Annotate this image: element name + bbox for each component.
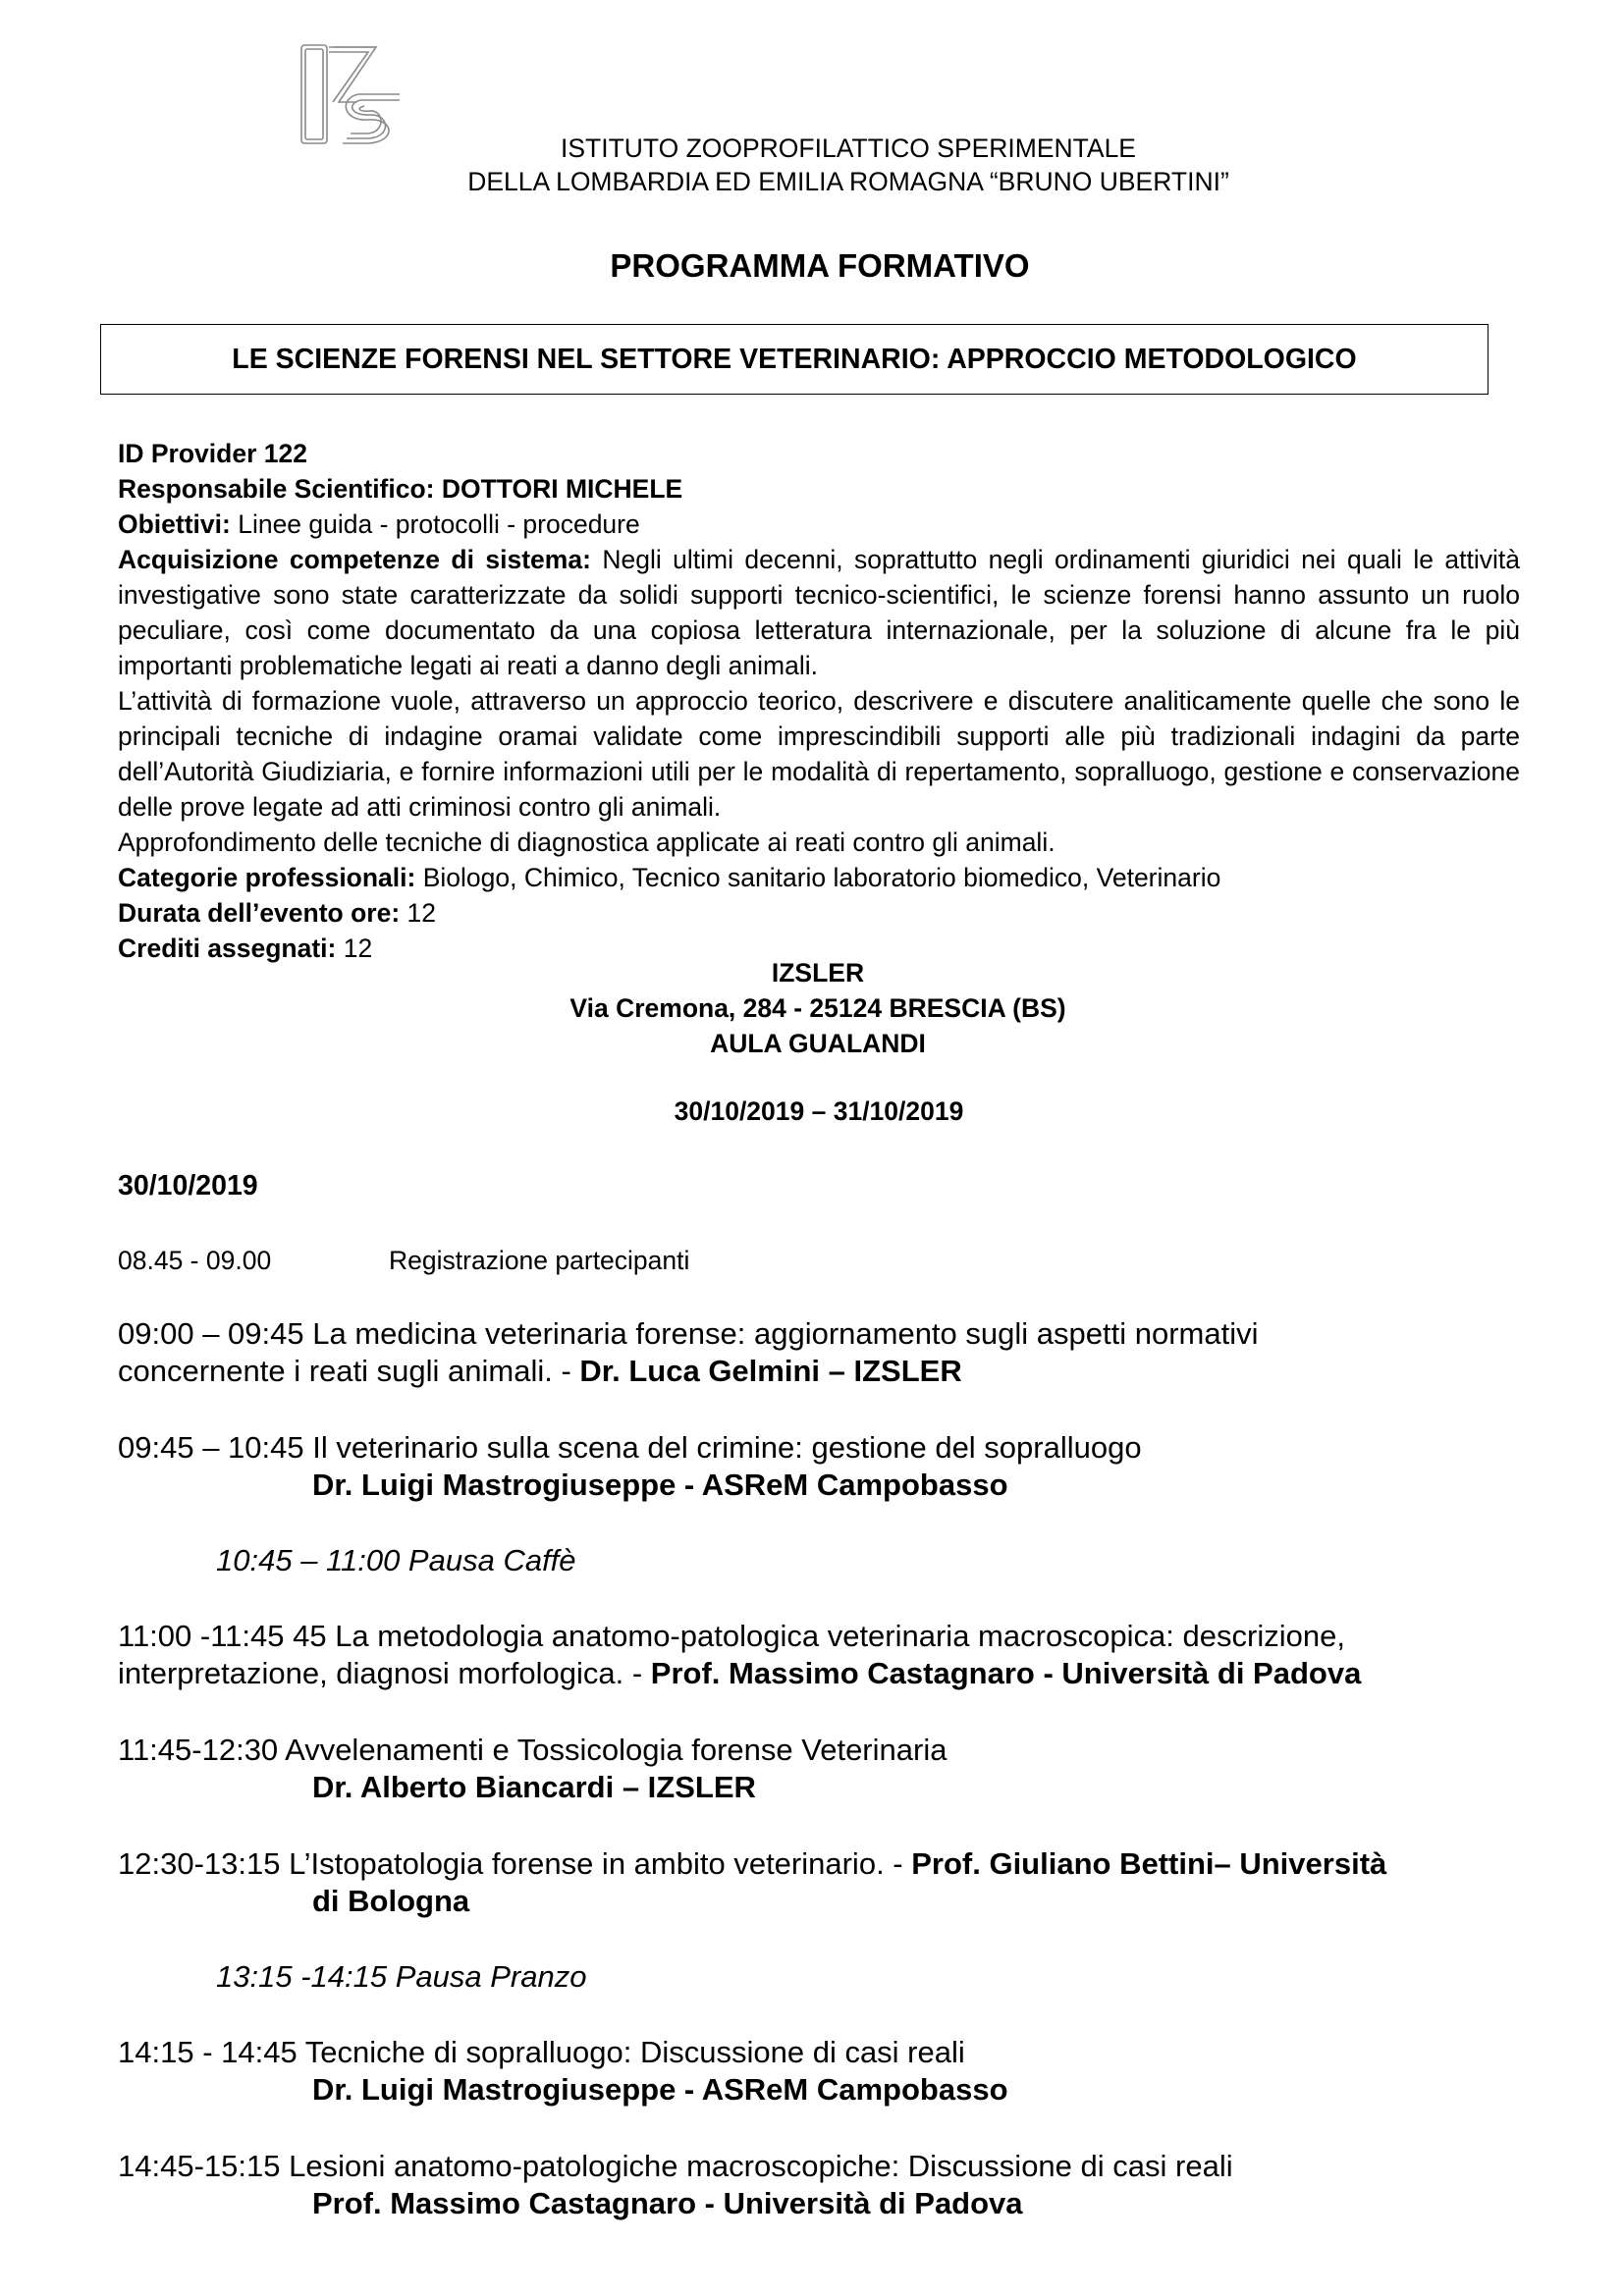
venue-name: IZSLER [771, 958, 865, 988]
speaker: Prof. Massimo Castagnaro - Università di Padova [650, 1656, 1362, 1690]
categorie-value: Biologo, Chimico, Tecnico sanitario laboratorio biomedico, Veterinario [415, 863, 1221, 892]
id-provider: ID Provider 122 [118, 439, 307, 468]
crediti-value: 12 [336, 934, 373, 963]
schedule-item: 11:00 -11:45 45 La metodologia anatomo-patologica veterinaria macroscopica: descrizione, interpretazione, diagnosi morfologica. - Prof. Massimo Castagnaro - Università di Padova [118, 1619, 1362, 1690]
institute-line-1: ISTITUTO ZOOPROFILATTICO SPERIMENTALE [560, 133, 1136, 163]
durata-label: Durata dell’evento ore: [118, 898, 401, 928]
schedule-item: 09:00 – 09:45 La medicina veterinaria forense: aggiornamento sugli aspetti normativi concernente i reati sugli animali. - Dr. Luca Gelmini – IZSLER [118, 1316, 1259, 1388]
obiettivi [118, 507, 1520, 542]
speaker: Prof. Massimo Castagnaro - Università di Padova [312, 2186, 1023, 2220]
lunch-break: 13:15 -14:15 Pausa Pranzo [216, 1959, 587, 1994]
speaker: Dr. Luigi Mastrogiuseppe - ASReM Campobasso [312, 1468, 1008, 1502]
approfondimento-paragraph: Approfondimento delle tecniche di diagnostica applicate ai reati contro gli animali. [118, 828, 1056, 857]
attivita-paragraph: L’attività di formazione vuole, attraverso un approccio teorico, descrivere e discutere analiticamente quelle che sono le principali tecniche di indagine oramai validate come imprescindibili supporti alle più tradizionali indagini da parte dell’Autorità Giudiziaria, e fornire informazioni utili per le modalità di repertamento, sopralluogo, gestione e conservazione delle prove legate ad atti criminosi contro gli animali. [118, 686, 1520, 822]
acquisizione-paragraph [118, 542, 1520, 683]
registration-time: 08.45 - 09.00 [118, 1246, 272, 1275]
day-heading: 30/10/2019 [118, 1170, 258, 1201]
obiettivi-label: Obiettivi: [118, 509, 231, 539]
program-title: PROGRAMMA FORMATIVO [610, 247, 1030, 284]
event-title: LE SCIENZE FORENSI NEL SETTORE VETERINARIO: APPROCCIO METODOLOGICO [232, 344, 1357, 375]
acquisizione-text: Negli ultimi decenni, soprattutto negli ordinamenti giuridici nei quali le attività investigative sono state caratterizzate da solidi supporti tecnico-scientifici, le scienze forensi hanno assunto un ruolo peculiare, così come documentato da una copiosa letteratura internazionale, per la soluzione di alcune fra le più importanti problematiche legati ai reati a danno degli animali. [118, 545, 1520, 680]
event-title-box [100, 324, 1489, 395]
schedule-item: 11:45-12:30 Avvelenamenti e Tossicologia forense Veterinaria Dr. Alberto Biancardi – IZSLER [118, 1733, 947, 1804]
acquisizione-label: Acquisizione competenze di sistema: [118, 545, 591, 574]
obiettivi-value: Linee guida - protocolli - procedure [230, 509, 640, 539]
institute-name [0, 132, 1624, 198]
event-dates: 30/10/2019 – 31/10/2019 [674, 1096, 964, 1126]
speaker: Dr. Luigi Mastrogiuseppe - ASReM Campobasso [312, 2072, 1008, 2107]
speaker: Prof. Giuliano Bettini– Università [911, 1846, 1387, 1881]
venue-room: AULA GUALANDI [710, 1029, 926, 1058]
institute-line-2: DELLA LOMBARDIA ED EMILIA ROMAGNA “BRUNO UBERTINI” [467, 167, 1229, 196]
registration-label: Registrazione partecipanti [389, 1246, 690, 1275]
schedule-item: 09:45 – 10:45 Il veterinario sulla scena del crimine: gestione del sopralluogo Dr. Luigi Mastrogiuseppe - ASReM Campobasso [118, 1430, 1142, 1502]
venue [0, 955, 1624, 1061]
speaker-continued: di Bologna [312, 1884, 470, 1918]
schedule-item: 14:15 - 14:45 Tecniche di sopralluogo: Discussione di casi reali Dr. Luigi Mastrogiuseppe - ASReM Campobasso [118, 2035, 1008, 2107]
responsabile-scientifico: Responsabile Scientifico: DOTTORI MICHELE [118, 474, 683, 504]
durata-evento [118, 895, 1520, 931]
event-info [118, 436, 1520, 966]
speaker: Dr. Luca Gelmini – IZSLER [579, 1354, 962, 1388]
registration-row [118, 1246, 689, 1276]
coffee-break: 10:45 – 11:00 Pausa Caffè [216, 1543, 576, 1577]
durata-value: 12 [400, 898, 436, 928]
speaker: Dr. Alberto Biancardi – IZSLER [312, 1770, 756, 1804]
categorie-label: Categorie professionali: [118, 863, 416, 892]
schedule-item: 14:45-15:15 Lesioni anatomo-patologiche macroscopiche: Discussione di casi reali Prof. Massimo Castagnaro - Università di Padova [118, 2149, 1233, 2220]
categorie-professionali [118, 860, 1520, 895]
crediti-label: Crediti assegnati: [118, 934, 337, 963]
schedule-item: 12:30-13:15 L’Istopatologia forense in ambito veterinario. - Prof. Giuliano Bettini– Università di Bologna [118, 1846, 1387, 1918]
venue-address: Via Cremona, 284 - 25124 BRESCIA (BS) [569, 993, 1066, 1023]
